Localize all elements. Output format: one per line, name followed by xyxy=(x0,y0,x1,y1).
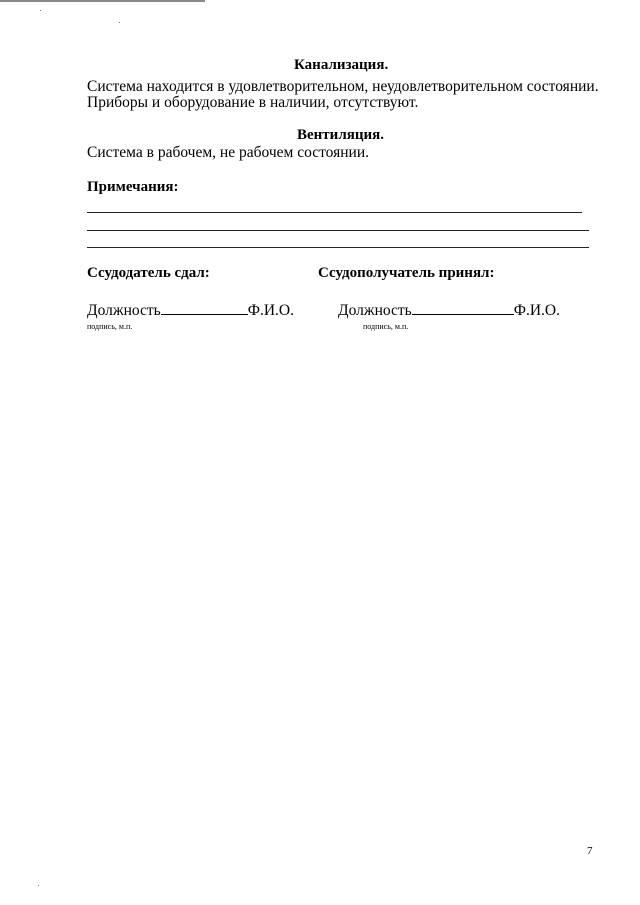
section-title-ventilation: Вентиляция. xyxy=(297,127,384,143)
notes-line-1 xyxy=(87,212,582,213)
lender-position-label: Должность xyxy=(87,302,161,319)
ventilation-line-1: Система в рабочем, не рабочем состоянии. xyxy=(87,144,369,161)
borrower-caption: подпись, м.п. xyxy=(363,322,409,331)
lender-signature-row xyxy=(87,302,294,320)
borrower-signature-line xyxy=(412,302,514,315)
lender-signature-line xyxy=(161,302,248,315)
borrower-name-label: Ф.И.О. xyxy=(513,302,560,319)
scan-speck xyxy=(40,10,41,11)
sewerage-line-1: Система находится в удовлетворительном, неудовлетворительном состоянии. xyxy=(87,78,599,95)
section-title-sewerage: Канализация. xyxy=(294,57,389,73)
lender-heading: Ссудодатель сдал: xyxy=(87,265,210,281)
page-number: 7 xyxy=(587,845,593,857)
borrower-position-label: Должность xyxy=(338,302,412,319)
borrower-heading: Ссудополучатель принял: xyxy=(318,265,495,281)
lender-name-label: Ф.И.О. xyxy=(247,302,294,319)
borrower-signature-row xyxy=(338,302,560,320)
notes-line-3 xyxy=(87,247,589,248)
sewerage-line-2: Приборы и оборудование в наличии, отсутствуют. xyxy=(87,94,419,111)
notes-line-2 xyxy=(87,230,589,231)
notes-label: Примечания: xyxy=(87,179,179,195)
scan-speck xyxy=(119,22,120,23)
scan-speck xyxy=(38,885,39,886)
scan-edge-line xyxy=(0,0,205,2)
lender-caption: подпись, м.п. xyxy=(87,322,133,331)
